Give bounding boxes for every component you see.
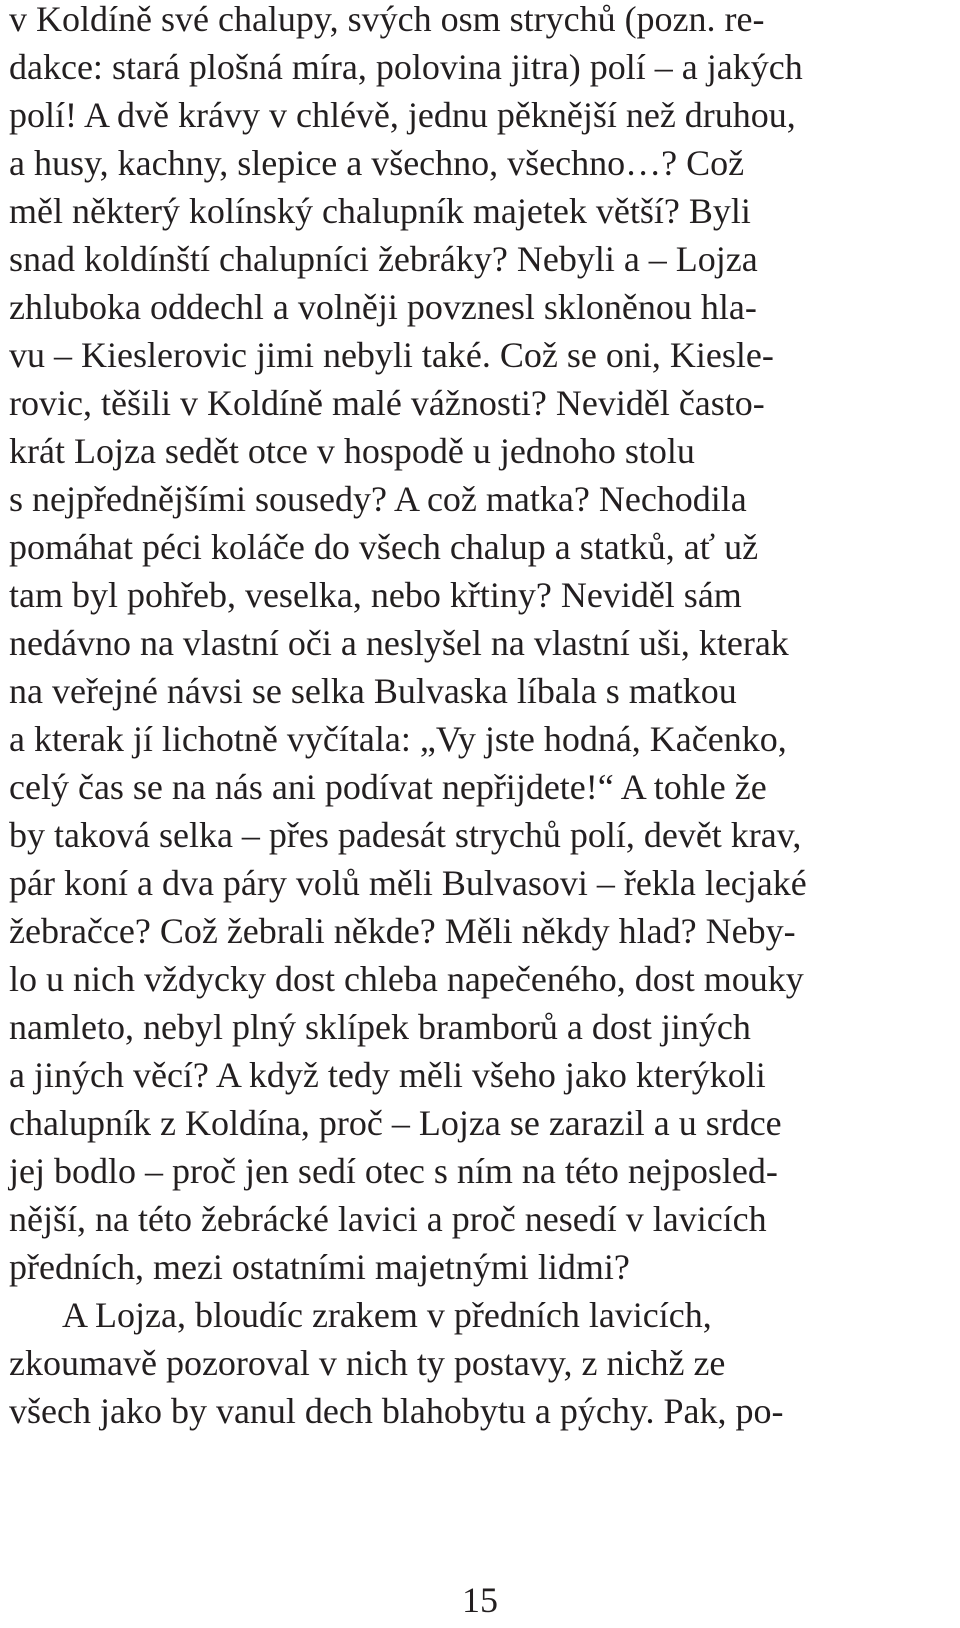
text-line: pár koní a dva páry volů měli Bulvasovi – řekla lecjaké [9, 863, 807, 903]
text-line: rovic, těšili v Koldíně malé vážnosti? Neviděl často- [9, 383, 765, 423]
text-line: chalupník z Koldína, proč – Lojza se zarazil a u srdce [9, 1103, 782, 1143]
text-line: polí! A dvě krávy v chlévě, jednu pěknější než druhou, [9, 95, 796, 135]
text-line: pomáhat péci koláče do všech chalup a statků, ať už [9, 527, 759, 567]
text-line: a kterak jí lichotně vyčítala: „Vy jste hodná, Kačenko, [9, 719, 787, 759]
text-line: vu – Kieslerovic jimi nebyli také. Což se oni, Kiesle- [9, 335, 774, 375]
text-line: lo u nich vždycky dost chleba napečeného, dost mouky [9, 959, 804, 999]
text-line: jej bodlo – proč jen sedí otec s ním na této nejposled- [9, 1151, 778, 1191]
text-line: namleto, nebyl plný sklípek bramborů a dost jiných [9, 1007, 751, 1047]
text-line: předních, mezi ostatními majetnými lidmi? [9, 1247, 630, 1287]
text-line: krát Lojza sedět otce v hospodě u jednoho stolu [9, 431, 695, 471]
text-line: a husy, kachny, slepice a všechno, všechno…? Což [9, 143, 745, 183]
text-line: nedávno na vlastní oči a neslyšel na vlastní uši, kterak [9, 623, 789, 663]
page-number: 15 [462, 1580, 498, 1620]
text-line: na veřejné návsi se selka Bulvaska líbala s matkou [9, 671, 737, 711]
text-line: by taková selka – přes padesát strychů polí, devět krav, [9, 815, 802, 855]
text-line: zhluboka oddechl a volněji povznesl skloněnou hla- [9, 287, 757, 327]
text-line: s nejpřednějšími sousedy? A což matka? Nechodila [9, 479, 747, 519]
text-line: měl některý kolínský chalupník majetek větší? Byli [9, 191, 751, 231]
text-line: tam byl pohřeb, veselka, nebo křtiny? Neviděl sám [9, 575, 742, 615]
text-line: snad koldínští chalupníci žebráky? Nebyli a – Lojza [9, 239, 758, 279]
text-line: všech jako by vanul dech blahobytu a pýchy. Pak, po- [9, 1391, 784, 1431]
text-line: a jiných věcí? A když tedy měli všeho jako kterýkoli [9, 1055, 766, 1095]
text-line: nější, na této žebrácké lavici a proč nesedí v lavicích [9, 1199, 767, 1239]
text-line: v Koldíně své chalupy, svých osm strychů (pozn. re- [9, 0, 765, 39]
text-line: dakce: stará plošná míra, polovina jitra) polí – a jakých [9, 47, 803, 87]
paragraph-first-line: A Lojza, bloudíc zrakem v předních lavicích, [62, 1295, 712, 1335]
text-line: zkoumavě pozoroval v nich ty postavy, z nichž ze [9, 1343, 726, 1383]
text-line: žebračce? Což žebrali někde? Měli někdy hlad? Neby- [9, 911, 796, 951]
text-line: celý čas se na nás ani podívat nepřijdete!“ A tohle že [9, 767, 767, 807]
